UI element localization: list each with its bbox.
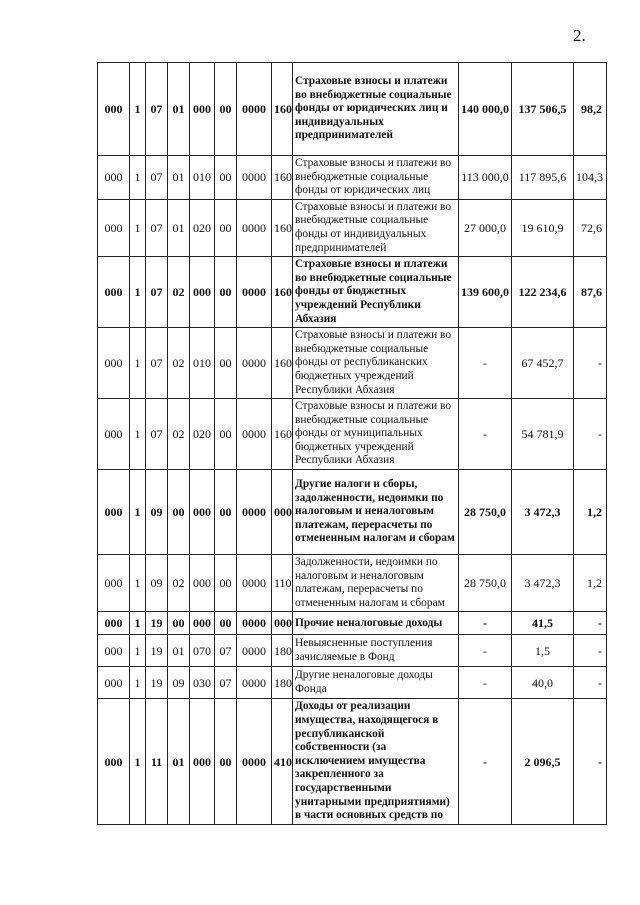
actual-amount-cell: 19 610,9 <box>512 199 574 256</box>
plan-amount-cell: - <box>459 667 512 699</box>
plan-amount-cell: 139 600,0 <box>459 257 512 328</box>
code-article-cell: 01 <box>168 63 190 156</box>
code-group-cell: 1 <box>130 635 146 667</box>
code-group-cell: 1 <box>130 555 146 612</box>
description-cell: Страховые взносы и платежи во внебюджетные социальные фонды от юридических лиц <box>293 156 459 200</box>
plan-amount-cell: 28 750,0 <box>459 555 512 612</box>
code-group-cell: 1 <box>130 63 146 156</box>
code-element-cell: 00 <box>215 328 237 399</box>
table-row <box>98 699 607 824</box>
code-element-cell: 00 <box>215 199 237 256</box>
code-element-cell: 00 <box>215 63 237 156</box>
code-article-cell: 01 <box>168 199 190 256</box>
code-subgroup-cell: 19 <box>146 635 168 667</box>
actual-amount-cell: 117 895,6 <box>512 156 574 200</box>
code-subarticle-cell: 020 <box>190 199 215 256</box>
plan-amount-cell: - <box>459 328 512 399</box>
code-economic-cell: 160 <box>272 399 293 470</box>
description-cell: Прочие неналоговые доходы <box>293 612 459 635</box>
code-article-cell: 02 <box>168 555 190 612</box>
code-economic-cell: 110 <box>272 555 293 612</box>
actual-amount-cell: 67 452,7 <box>512 328 574 399</box>
percent-cell: 87,6 <box>574 257 607 328</box>
percent-cell: 1,2 <box>574 555 607 612</box>
actual-amount-cell: 122 234,6 <box>512 257 574 328</box>
plan-amount-cell: - <box>459 635 512 667</box>
code-program-cell: 0000 <box>237 635 272 667</box>
description-cell: Другие неналоговые доходы Фонда <box>293 667 459 699</box>
percent-cell: - <box>574 667 607 699</box>
code-subarticle-cell: 000 <box>190 470 215 555</box>
code-subarticle-cell: 000 <box>190 257 215 328</box>
table-row <box>98 328 607 399</box>
code-program-cell: 0000 <box>237 699 272 824</box>
code-admin-cell: 000 <box>98 699 130 824</box>
code-article-cell: 00 <box>168 470 190 555</box>
code-program-cell: 0000 <box>237 612 272 635</box>
code-element-cell: 07 <box>215 635 237 667</box>
code-admin-cell: 000 <box>98 470 130 555</box>
description-cell: Невыясненные поступления зачисляемые в Фонд <box>293 635 459 667</box>
code-group-cell: 1 <box>130 257 146 328</box>
code-admin-cell: 000 <box>98 667 130 699</box>
code-economic-cell: 160 <box>272 328 293 399</box>
actual-amount-cell: 3 472,3 <box>512 555 574 612</box>
code-element-cell: 00 <box>215 699 237 824</box>
actual-amount-cell: 1,5 <box>512 635 574 667</box>
percent-cell: - <box>574 635 607 667</box>
code-element-cell: 00 <box>215 156 237 200</box>
code-program-cell: 0000 <box>237 328 272 399</box>
code-economic-cell: 160 <box>272 63 293 156</box>
description-cell: Страховые взносы и платежи во внебюджетные социальные фонды от юридических лиц и индивидуальных предпринимателей <box>293 63 459 156</box>
code-subarticle-cell: 000 <box>190 555 215 612</box>
percent-cell: 104,3 <box>574 156 607 200</box>
code-admin-cell: 000 <box>98 635 130 667</box>
percent-cell: - <box>574 699 607 824</box>
code-admin-cell: 000 <box>98 328 130 399</box>
percent-cell: - <box>574 612 607 635</box>
code-subgroup-cell: 07 <box>146 156 168 200</box>
code-element-cell: 00 <box>215 257 237 328</box>
code-subarticle-cell: 020 <box>190 399 215 470</box>
percent-cell: - <box>574 399 607 470</box>
code-subgroup-cell: 07 <box>146 399 168 470</box>
description-cell: Страховые взносы и платежи во внебюджетные социальные фонды от муниципальных бюджетных учреждений Республики Абхазия <box>293 399 459 470</box>
budget-revenue-table <box>97 62 607 825</box>
table-row <box>98 156 607 200</box>
table-row <box>98 257 607 328</box>
code-element-cell: 00 <box>215 612 237 635</box>
code-article-cell: 01 <box>168 699 190 824</box>
plan-amount-cell: - <box>459 699 512 824</box>
code-article-cell: 02 <box>168 328 190 399</box>
code-program-cell: 0000 <box>237 399 272 470</box>
description-cell: Другие налоги и сборы, задолженности, недоимки по налоговым и неналоговым платежам, перерасчеты по отмененным налогам и сборам <box>293 470 459 555</box>
plan-amount-cell: 113 000,0 <box>459 156 512 200</box>
table-row <box>98 635 607 667</box>
code-group-cell: 1 <box>130 612 146 635</box>
description-cell: Страховые взносы и платежи во внебюджетные социальные фонды от индивидуальных предпринимателей <box>293 199 459 256</box>
table-row <box>98 612 607 635</box>
description-cell: Доходы от реализации имущества, находящегося в республиканской собственности (за исключением имущества закрепленного за государственными унитарными предприятиями) в части основных средств по <box>293 699 459 824</box>
code-element-cell: 00 <box>215 399 237 470</box>
code-economic-cell: 160 <box>272 156 293 200</box>
plan-amount-cell: 28 750,0 <box>459 470 512 555</box>
code-article-cell: 01 <box>168 635 190 667</box>
code-subgroup-cell: 19 <box>146 612 168 635</box>
description-cell: Задолженности, недоимки по налоговым и неналоговым платежам, перерасчеты по отмененным налогам и сборам <box>293 555 459 612</box>
code-program-cell: 0000 <box>237 555 272 612</box>
code-program-cell: 0000 <box>237 199 272 256</box>
percent-cell: 1,2 <box>574 470 607 555</box>
code-program-cell: 0000 <box>237 257 272 328</box>
actual-amount-cell: 40,0 <box>512 667 574 699</box>
code-group-cell: 1 <box>130 699 146 824</box>
code-admin-cell: 000 <box>98 63 130 156</box>
plan-amount-cell: - <box>459 612 512 635</box>
code-subarticle-cell: 070 <box>190 635 215 667</box>
code-admin-cell: 000 <box>98 199 130 256</box>
table-row <box>98 667 607 699</box>
code-admin-cell: 000 <box>98 257 130 328</box>
table-row <box>98 470 607 555</box>
code-group-cell: 1 <box>130 470 146 555</box>
code-subgroup-cell: 07 <box>146 328 168 399</box>
page-number: 2. <box>573 26 586 45</box>
code-article-cell: 00 <box>168 612 190 635</box>
code-group-cell: 1 <box>130 667 146 699</box>
code-subgroup-cell: 07 <box>146 199 168 256</box>
code-program-cell: 0000 <box>237 63 272 156</box>
description-cell: Страховые взносы и платежи во внебюджетные социальные фонды от бюджетных учреждений Республики Абхазия <box>293 257 459 328</box>
code-program-cell: 0000 <box>237 470 272 555</box>
plan-amount-cell: 140 000,0 <box>459 63 512 156</box>
code-subarticle-cell: 000 <box>190 612 215 635</box>
code-element-cell: 00 <box>215 555 237 612</box>
code-subarticle-cell: 030 <box>190 667 215 699</box>
code-economic-cell: 000 <box>272 470 293 555</box>
code-admin-cell: 000 <box>98 399 130 470</box>
code-element-cell: 00 <box>215 470 237 555</box>
table-row <box>98 399 607 470</box>
table-row <box>98 63 607 156</box>
actual-amount-cell: 137 506,5 <box>512 63 574 156</box>
code-subarticle-cell: 000 <box>190 63 215 156</box>
percent-cell: 98,2 <box>574 63 607 156</box>
plan-amount-cell: 27 000,0 <box>459 199 512 256</box>
code-admin-cell: 000 <box>98 612 130 635</box>
code-economic-cell: 160 <box>272 257 293 328</box>
code-article-cell: 09 <box>168 667 190 699</box>
plan-amount-cell: - <box>459 399 512 470</box>
code-group-cell: 1 <box>130 199 146 256</box>
code-subgroup-cell: 11 <box>146 699 168 824</box>
code-subgroup-cell: 19 <box>146 667 168 699</box>
percent-cell: 72,6 <box>574 199 607 256</box>
percent-cell: - <box>574 328 607 399</box>
code-economic-cell: 410 <box>272 699 293 824</box>
code-economic-cell: 000 <box>272 612 293 635</box>
code-subgroup-cell: 09 <box>146 555 168 612</box>
code-subgroup-cell: 09 <box>146 470 168 555</box>
actual-amount-cell: 54 781,9 <box>512 399 574 470</box>
code-admin-cell: 000 <box>98 555 130 612</box>
code-subgroup-cell: 07 <box>146 257 168 328</box>
code-admin-cell: 000 <box>98 156 130 200</box>
code-economic-cell: 180 <box>272 667 293 699</box>
table-row <box>98 555 607 612</box>
code-subgroup-cell: 07 <box>146 63 168 156</box>
code-group-cell: 1 <box>130 328 146 399</box>
code-article-cell: 02 <box>168 257 190 328</box>
code-group-cell: 1 <box>130 399 146 470</box>
code-element-cell: 07 <box>215 667 237 699</box>
code-subarticle-cell: 000 <box>190 699 215 824</box>
table-row <box>98 199 607 256</box>
actual-amount-cell: 2 096,5 <box>512 699 574 824</box>
code-subarticle-cell: 010 <box>190 328 215 399</box>
description-cell: Страховые взносы и платежи во внебюджетные социальные фонды от республиканских бюджетных учреждений Республики Абхазия <box>293 328 459 399</box>
actual-amount-cell: 3 472,3 <box>512 470 574 555</box>
code-program-cell: 0000 <box>237 156 272 200</box>
code-group-cell: 1 <box>130 156 146 200</box>
code-article-cell: 01 <box>168 156 190 200</box>
code-subarticle-cell: 010 <box>190 156 215 200</box>
code-economic-cell: 160 <box>272 199 293 256</box>
code-article-cell: 02 <box>168 399 190 470</box>
code-program-cell: 0000 <box>237 667 272 699</box>
code-economic-cell: 180 <box>272 635 293 667</box>
actual-amount-cell: 41,5 <box>512 612 574 635</box>
